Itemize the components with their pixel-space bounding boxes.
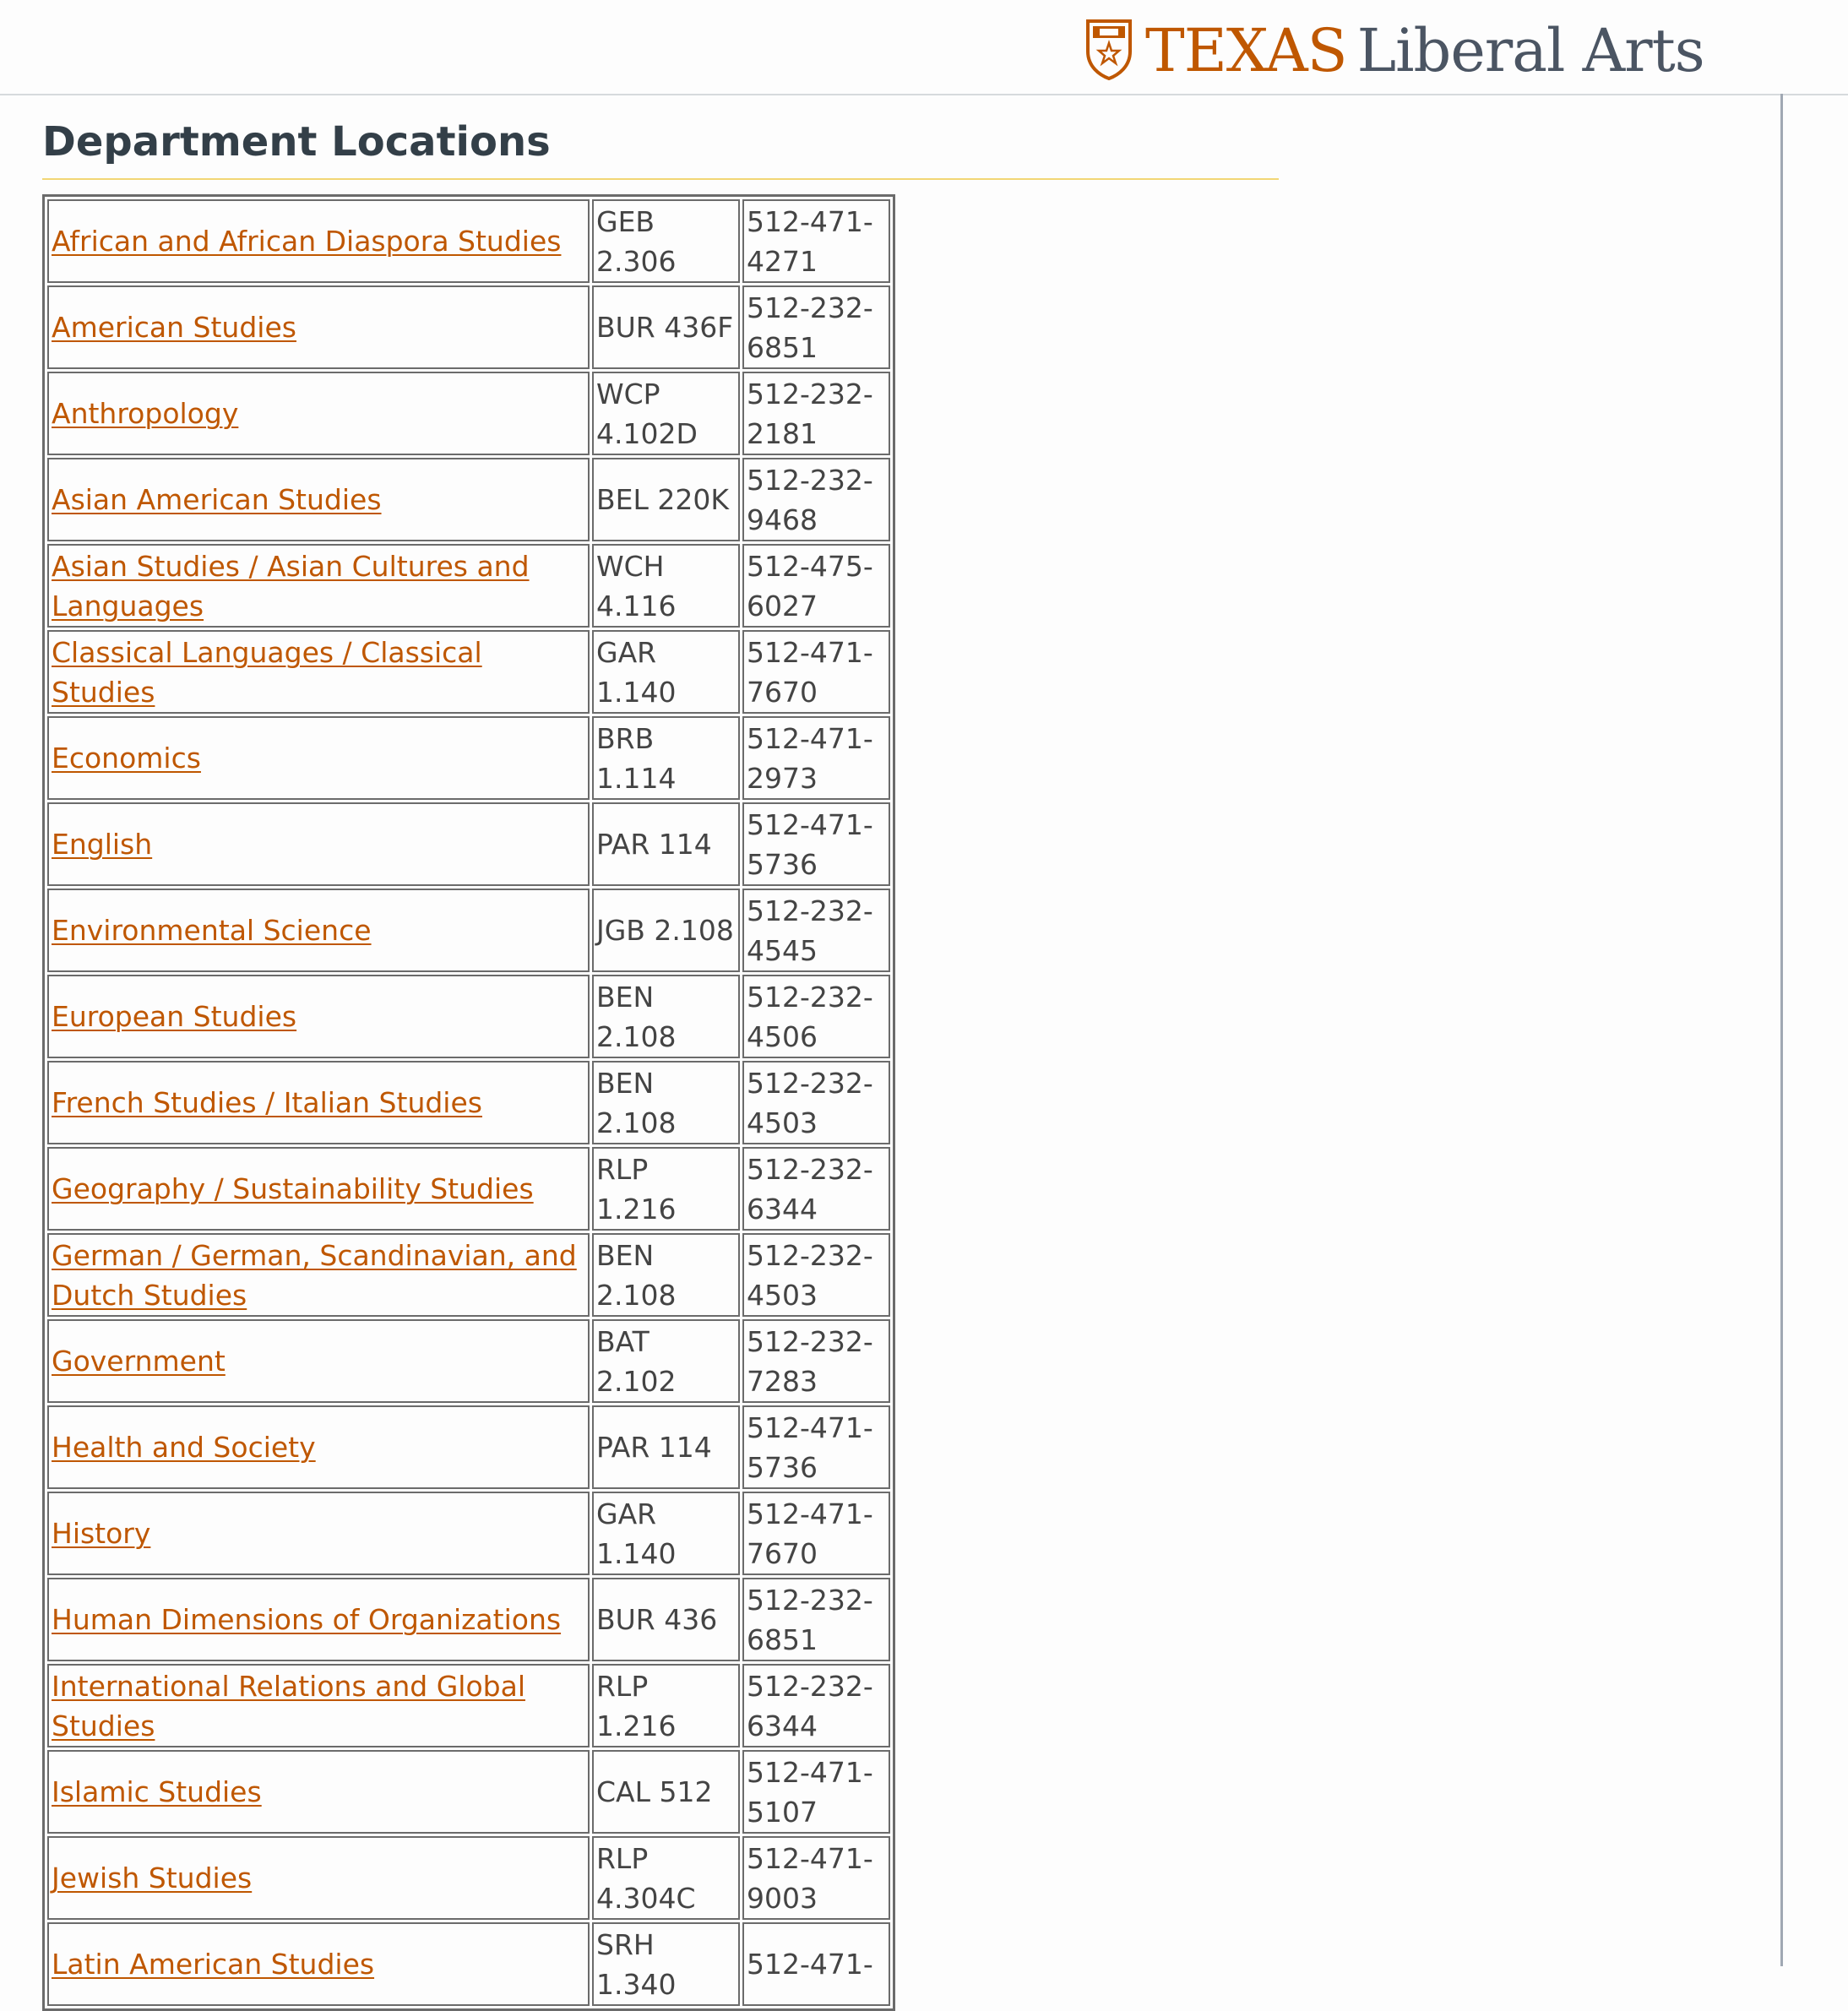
department-link[interactable]: French Studies / Italian Studies — [52, 1086, 482, 1119]
table-row — [47, 1664, 890, 1747]
department-name-cell — [47, 1233, 590, 1317]
department-phone-cell: 512-471-2973 — [742, 716, 890, 800]
department-phone-cell: 512-471-5107 — [742, 1750, 890, 1834]
department-link[interactable]: American Studies — [52, 311, 296, 344]
department-phone-cell: 512-471- — [742, 1922, 890, 2006]
department-link[interactable]: International Relations and Global Studies — [52, 1669, 525, 1742]
logo-texas-text: TEXAS — [1145, 16, 1347, 85]
table-row — [47, 975, 890, 1058]
department-locations-table — [42, 194, 895, 2011]
department-link[interactable]: Geography / Sustainability Studies — [52, 1172, 534, 1205]
logo-liberal-arts-text: Liberal Arts — [1356, 16, 1704, 85]
department-name-cell — [47, 199, 590, 283]
department-link[interactable]: English — [52, 828, 153, 861]
department-location-cell: BEL 220K — [592, 458, 740, 541]
department-name-cell — [47, 372, 590, 455]
table-row — [47, 1147, 890, 1231]
table-row — [47, 1319, 890, 1403]
department-phone-cell: 512-232-9468 — [742, 458, 890, 541]
table-row — [47, 630, 890, 714]
ut-shield-icon — [1084, 18, 1145, 84]
department-name-cell — [47, 1061, 590, 1144]
department-location-cell: GAR 1.140 — [592, 1492, 740, 1575]
table-row — [47, 1061, 890, 1144]
table-row — [47, 1405, 890, 1489]
department-location-cell: BRB 1.114 — [592, 716, 740, 800]
table-row — [47, 458, 890, 541]
department-location-cell: GEB 2.306 — [592, 199, 740, 283]
department-phone-cell: 512-471-7670 — [742, 630, 890, 714]
department-phone-cell: 512-471-5736 — [742, 1405, 890, 1489]
department-table-body — [47, 199, 890, 2006]
department-location-cell: CAL 512 — [592, 1750, 740, 1834]
department-link[interactable]: Anthropology — [52, 397, 239, 430]
department-link[interactable]: European Studies — [52, 1000, 297, 1033]
department-location-cell: JGB 2.108 — [592, 889, 740, 972]
department-location-cell: BUR 436 — [592, 1578, 740, 1661]
sidebar-divider — [1780, 94, 1783, 1966]
table-row — [47, 199, 890, 283]
table-row — [47, 1578, 890, 1661]
department-phone-cell: 512-471-5736 — [742, 802, 890, 886]
texas-liberal-arts-logo[interactable] — [1084, 15, 1704, 86]
department-phone-cell: 512-471-9003 — [742, 1836, 890, 1920]
department-location-cell: PAR 114 — [592, 1405, 740, 1489]
department-phone-cell: 512-475-6027 — [742, 544, 890, 628]
department-link[interactable]: Islamic Studies — [52, 1775, 262, 1808]
department-location-cell: BEN 2.108 — [592, 1233, 740, 1317]
department-link[interactable]: Classical Languages / Classical Studies — [52, 635, 482, 709]
department-location-cell: RLP 4.304C — [592, 1836, 740, 1920]
table-row — [47, 1836, 890, 1920]
department-name-cell — [47, 975, 590, 1058]
department-name-cell — [47, 1492, 590, 1575]
department-phone-cell: 512-232-6344 — [742, 1664, 890, 1747]
department-phone-cell: 512-232-4503 — [742, 1233, 890, 1317]
department-name-cell — [47, 285, 590, 369]
page-title: Department Locations — [42, 118, 551, 166]
department-link[interactable]: Jewish Studies — [52, 1862, 253, 1894]
department-location-cell: GAR 1.140 — [592, 630, 740, 714]
department-location-cell: RLP 1.216 — [592, 1664, 740, 1747]
department-name-cell — [47, 458, 590, 541]
table-row — [47, 716, 890, 800]
table-row — [47, 544, 890, 628]
department-phone-cell: 512-232-4545 — [742, 889, 890, 972]
department-name-cell — [47, 1922, 590, 2006]
department-phone-cell: 512-232-7283 — [742, 1319, 890, 1403]
department-name-cell — [47, 1664, 590, 1747]
department-phone-cell: 512-232-4506 — [742, 975, 890, 1058]
department-link[interactable]: Environmental Science — [52, 914, 372, 947]
department-location-cell: WCP 4.102D — [592, 372, 740, 455]
department-phone-cell: 512-471-4271 — [742, 199, 890, 283]
department-location-cell: RLP 1.216 — [592, 1147, 740, 1231]
department-name-cell — [47, 630, 590, 714]
department-link[interactable]: Health and Society — [52, 1431, 316, 1464]
department-phone-cell: 512-232-4503 — [742, 1061, 890, 1144]
table-row — [47, 372, 890, 455]
department-link[interactable]: Asian Studies / Asian Cultures and Languages — [52, 549, 530, 622]
table-row — [47, 889, 890, 972]
department-phone-cell: 512-232-6344 — [742, 1147, 890, 1231]
department-location-cell: BEN 2.108 — [592, 975, 740, 1058]
table-row — [47, 1750, 890, 1834]
department-link[interactable]: Latin American Studies — [52, 1948, 375, 1981]
department-table-container — [42, 194, 895, 2011]
department-name-cell — [47, 1405, 590, 1489]
table-row — [47, 1922, 890, 2006]
department-name-cell — [47, 544, 590, 628]
department-location-cell: BUR 436F — [592, 285, 740, 369]
department-link[interactable]: Government — [52, 1345, 226, 1378]
department-link[interactable]: Human Dimensions of Organizations — [52, 1603, 562, 1636]
site-header — [0, 0, 1848, 95]
table-row — [47, 1492, 890, 1575]
department-name-cell — [47, 1750, 590, 1834]
department-link[interactable]: Economics — [52, 742, 201, 775]
department-link[interactable]: Asian American Studies — [52, 483, 382, 516]
department-name-cell — [47, 1836, 590, 1920]
title-divider — [42, 178, 1279, 180]
department-location-cell: PAR 114 — [592, 802, 740, 886]
department-link[interactable]: African and African Diaspora Studies — [52, 225, 562, 258]
department-link[interactable]: German / German, Scandinavian, and Dutch Studies — [52, 1238, 577, 1312]
department-phone-cell: 512-471-7670 — [742, 1492, 890, 1575]
department-location-cell: BAT 2.102 — [592, 1319, 740, 1403]
table-row — [47, 285, 890, 369]
department-name-cell — [47, 802, 590, 886]
department-name-cell — [47, 716, 590, 800]
department-phone-cell: 512-232-6851 — [742, 1578, 890, 1661]
department-location-cell: SRH 1.340 — [592, 1922, 740, 2006]
department-name-cell — [47, 1319, 590, 1403]
department-link[interactable]: History — [52, 1517, 151, 1550]
department-phone-cell: 512-232-2181 — [742, 372, 890, 455]
department-name-cell — [47, 1578, 590, 1661]
department-location-cell: WCH 4.116 — [592, 544, 740, 628]
department-phone-cell: 512-232-6851 — [742, 285, 890, 369]
table-row — [47, 1233, 890, 1317]
department-name-cell — [47, 889, 590, 972]
department-location-cell: BEN 2.108 — [592, 1061, 740, 1144]
table-row — [47, 802, 890, 886]
department-name-cell — [47, 1147, 590, 1231]
